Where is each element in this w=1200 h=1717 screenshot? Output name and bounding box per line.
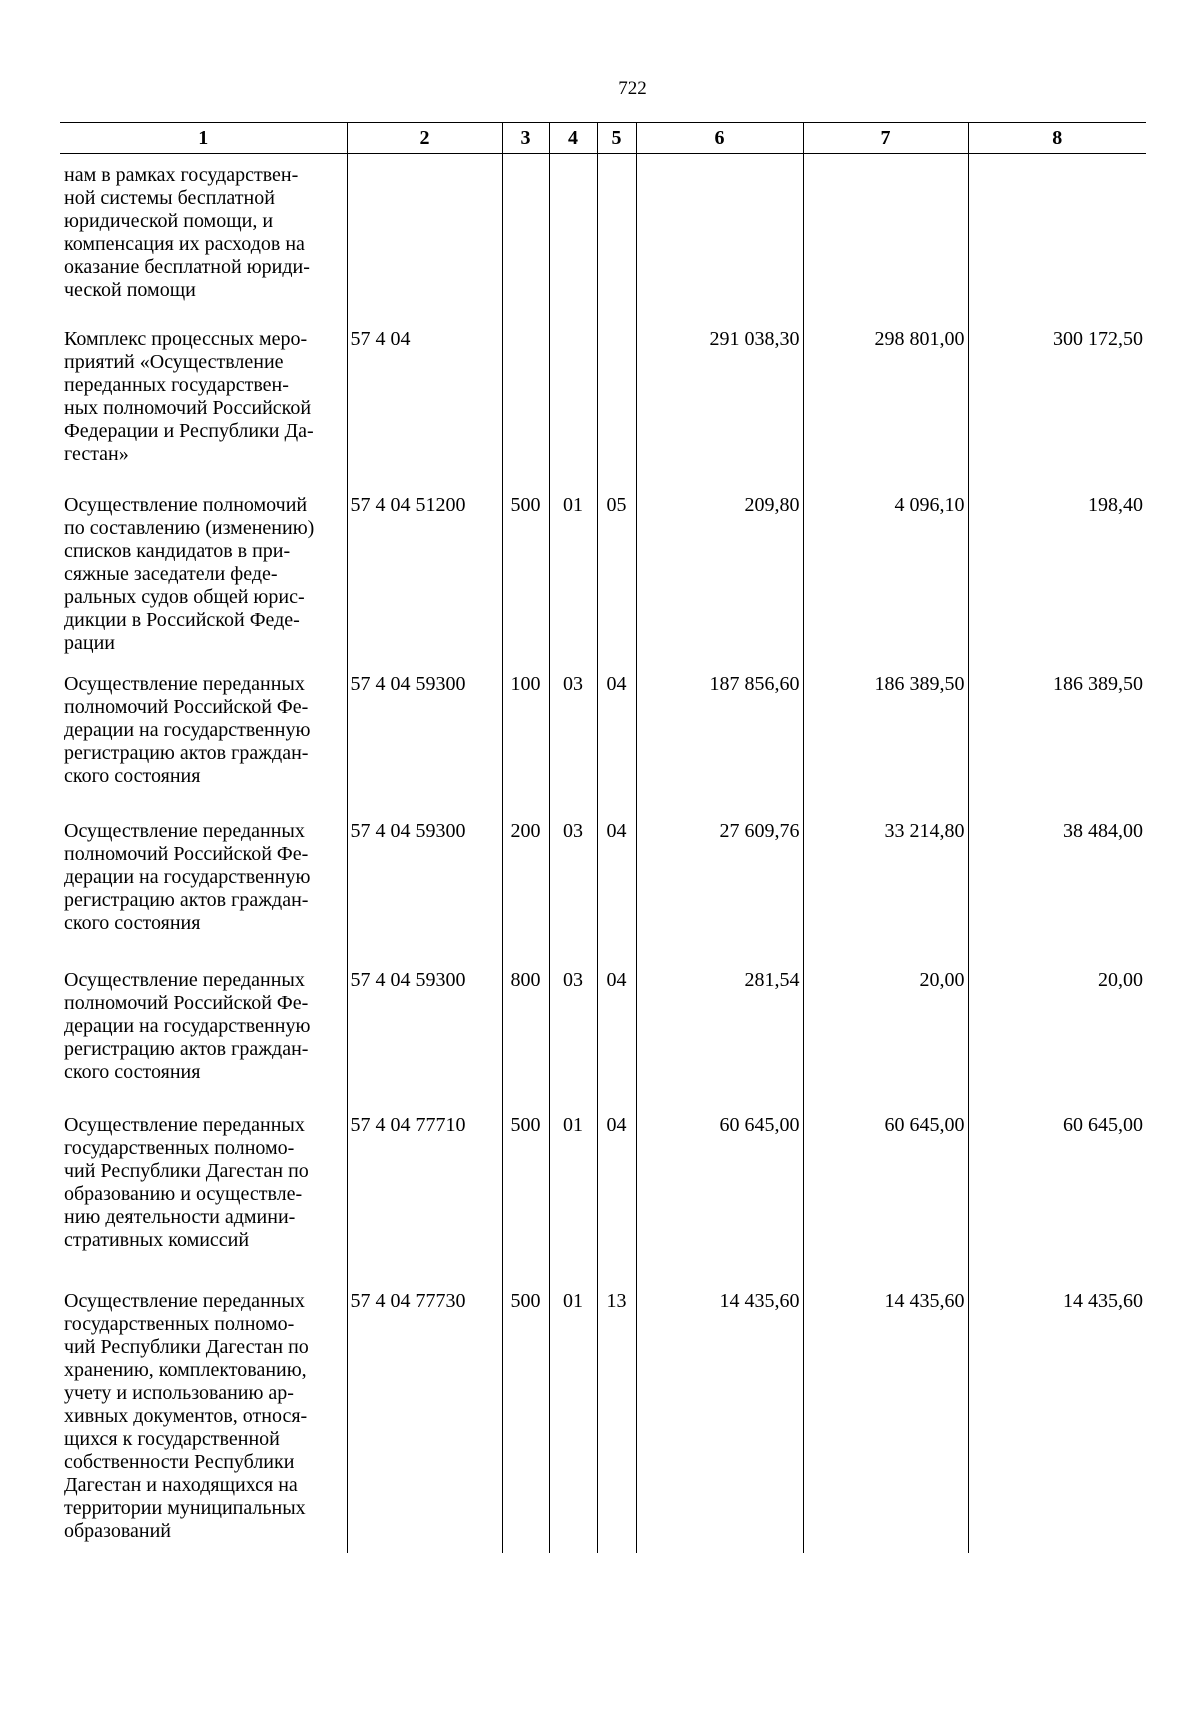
row-col3: 500 <box>502 1114 549 1290</box>
row-col4: 01 <box>549 1290 597 1553</box>
row-col5: 05 <box>597 494 636 673</box>
row-description: Осуществление переданных полномочий Российской Фе- дерации на государственную регистрацию актов граждан- ского состояния <box>64 820 311 934</box>
row-value-col7: 60 645,00 <box>803 1114 968 1290</box>
row-description: Осуществление переданных полномочий Российской Фе- дерации на государственную регистрацию актов граждан- ского состояния <box>64 969 311 1083</box>
table-row <box>60 494 1146 673</box>
table-row <box>60 328 1146 494</box>
page-number: 722 <box>618 78 647 99</box>
table-row <box>60 154 1146 329</box>
column-header: 6 <box>636 123 803 154</box>
row-description: нам в рамках государствен- ной системы бесплатной юридической помощи, и компенсация их расходов на оказание бесплатной юриди- ческой помощи <box>64 164 310 301</box>
column-header: 2 <box>347 123 502 154</box>
row-col5: 04 <box>597 969 636 1114</box>
row-value-col8: 38 484,00 <box>968 820 1146 969</box>
row-value-col8: 198,40 <box>968 494 1146 673</box>
row-value-col7: 20,00 <box>803 969 968 1114</box>
row-value-col7 <box>803 154 968 329</box>
row-value-col8: 186 389,50 <box>968 673 1146 820</box>
row-value-col8: 14 435,60 <box>968 1290 1146 1553</box>
row-code: 57 4 04 77710 <box>347 1114 502 1290</box>
row-value-col6: 187 856,60 <box>636 673 803 820</box>
header-row <box>60 123 1146 154</box>
row-code: 57 4 04 <box>347 328 502 494</box>
row-code: 57 4 04 51200 <box>347 494 502 673</box>
budget-table <box>60 122 1146 1553</box>
row-col3: 500 <box>502 1290 549 1553</box>
row-value-col6: 291 038,30 <box>636 328 803 494</box>
row-value-col6: 209,80 <box>636 494 803 673</box>
row-code: 57 4 04 77730 <box>347 1290 502 1553</box>
row-value-col6: 14 435,60 <box>636 1290 803 1553</box>
table-row <box>60 1290 1146 1553</box>
row-value-col7: 298 801,00 <box>803 328 968 494</box>
table-row <box>60 1114 1146 1290</box>
table-body <box>60 154 1146 1554</box>
row-description: Осуществление переданных государственных полномо- чий Республики Дагестан по хранению, комплектованию, учету и использованию ар- хивных документов, относя- щихся к государственной собственности Республики Дагестан и находящихся на территории муниципальных образований <box>64 1290 309 1542</box>
column-header: 4 <box>549 123 597 154</box>
row-col4: 01 <box>549 1114 597 1290</box>
row-col4: 01 <box>549 494 597 673</box>
column-header: 7 <box>803 123 968 154</box>
table-row <box>60 820 1146 969</box>
column-header: 8 <box>968 123 1146 154</box>
row-col3: 100 <box>502 673 549 820</box>
row-value-col6 <box>636 154 803 329</box>
row-description: Осуществление полномочий по составлению (изменению) списков кандидатов в при- сяжные заседатели феде- ральных судов общей юрис- дикции в Российской Феде- рации <box>64 494 315 654</box>
row-value-col7: 4 096,10 <box>803 494 968 673</box>
row-value-col8: 300 172,50 <box>968 328 1146 494</box>
row-code: 57 4 04 59300 <box>347 820 502 969</box>
row-col5: 04 <box>597 820 636 969</box>
row-description: Осуществление переданных государственных полномо- чий Республики Дагестан по образованию и осуществле- нию деятельности админи- стративных комиссий <box>64 1114 309 1251</box>
row-col3: 500 <box>502 494 549 673</box>
table-row <box>60 673 1146 820</box>
row-value-col6: 60 645,00 <box>636 1114 803 1290</box>
row-col5: 04 <box>597 1114 636 1290</box>
row-code: 57 4 04 59300 <box>347 969 502 1114</box>
row-col5 <box>597 328 636 494</box>
column-header: 1 <box>60 123 347 154</box>
row-col4: 03 <box>549 969 597 1114</box>
row-col3: 200 <box>502 820 549 969</box>
row-code <box>347 154 502 329</box>
row-code: 57 4 04 59300 <box>347 673 502 820</box>
row-value-col7: 14 435,60 <box>803 1290 968 1553</box>
row-value-col8: 60 645,00 <box>968 1114 1146 1290</box>
row-col4: 03 <box>549 673 597 820</box>
row-value-col7: 33 214,80 <box>803 820 968 969</box>
row-col3 <box>502 154 549 329</box>
row-description: Осуществление переданных полномочий Российской Фе- дерации на государственную регистрацию актов граждан- ского состояния <box>64 673 311 787</box>
row-value-col6: 281,54 <box>636 969 803 1114</box>
column-header: 3 <box>502 123 549 154</box>
column-header: 5 <box>597 123 636 154</box>
row-col5 <box>597 154 636 329</box>
row-col5: 13 <box>597 1290 636 1553</box>
table-row <box>60 969 1146 1114</box>
row-value-col8 <box>968 154 1146 329</box>
row-col4 <box>549 154 597 329</box>
row-description: Комплекс процессных меро- приятий «Осуществление переданных государствен- ных полномочий Российской Федерации и Республики Да- гестан» <box>64 328 314 465</box>
row-col4 <box>549 328 597 494</box>
row-value-col8: 20,00 <box>968 969 1146 1114</box>
row-col3 <box>502 328 549 494</box>
row-col5: 04 <box>597 673 636 820</box>
row-col3: 800 <box>502 969 549 1114</box>
row-value-col6: 27 609,76 <box>636 820 803 969</box>
row-value-col7: 186 389,50 <box>803 673 968 820</box>
row-col4: 03 <box>549 820 597 969</box>
